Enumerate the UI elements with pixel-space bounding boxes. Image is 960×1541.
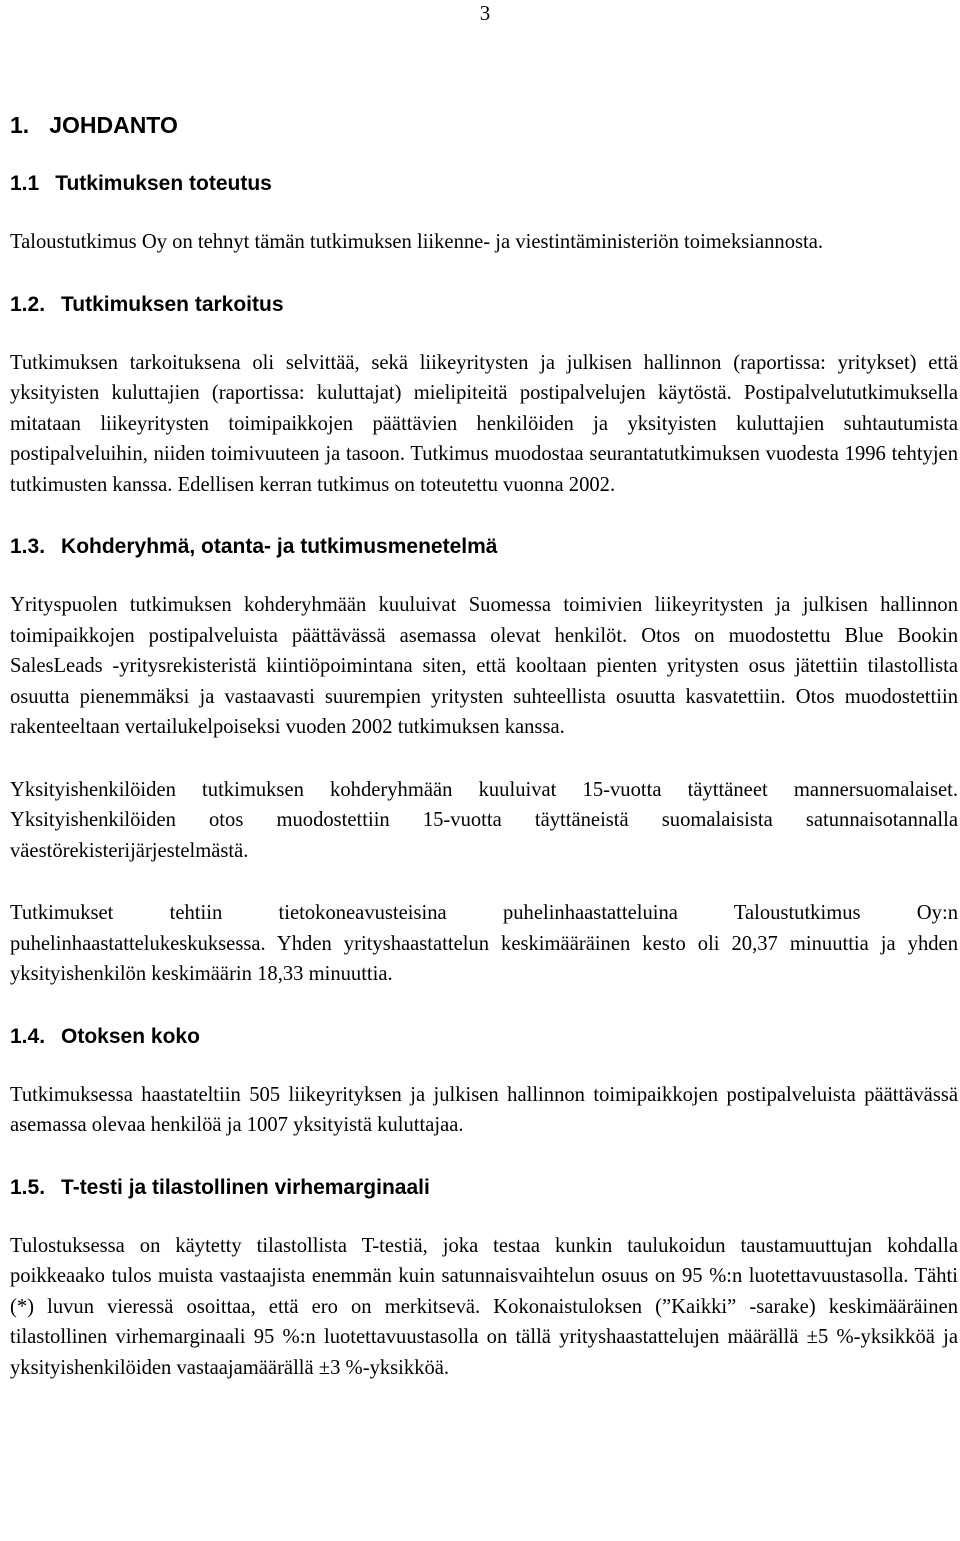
paragraph: Yksityishenkilöiden tutkimuksen kohderyhmään kuuluivat 15-vuotta täyttäneet mannersuomalaiset. Yksityishenkilöiden otos muodostettiin 15-vuotta täyttäneistä suomalaisista satunnaisotannalla väestörekisterijärjestelmästä. [10, 778, 958, 862]
document-body [10, 107, 958, 1415]
section-tutkimuksen-toteutus [10, 169, 958, 258]
main-heading-title: JOHDANTO [49, 112, 178, 138]
page-number: 3 [479, 1, 491, 25]
section-kohderyhma [10, 532, 958, 990]
section-number: 1.4. [10, 1024, 46, 1048]
section-heading [10, 169, 958, 199]
section-heading [10, 532, 958, 562]
paragraph: Tutkimuksessa haastateltiin 505 liikeyrityksen ja julkisen hallinnon toimipaikkojen postipalveluista päättävässä asemassa olevaa henkilöä ja 1007 yksityistä kuluttajaa. [10, 1083, 958, 1136]
section-title: Tutkimuksen tarkoitus [61, 292, 284, 316]
section-heading [10, 290, 958, 320]
section-otoksen-koko [10, 1022, 958, 1141]
main-heading [10, 107, 958, 143]
section-title: T-testi ja tilastollinen virhemarginaali [61, 1175, 430, 1199]
paragraph: Yrityspuolen tutkimuksen kohderyhmään kuuluivat Suomessa toimivien liikeyritysten ja julkisen hallinnon toimipaikkojen postipalveluista päättävässä asemassa olevat henkilöt. Otos on muodostettu Blue Bookin SalesLeads -yritysrekisteristä kiintiöpoimintana siten, että kooltaan pienten yritysten osus jätettiin tilastollista osuutta pienemmäksi ja vastaavasti suurempien yritysten suhteellista osuutta kasvatettiin. Otos muodostettiin rakenteeltaan vertailukelpoiseksi vuoden 2002 tutkimuksen kanssa. [10, 594, 958, 738]
paragraph: Tulostuksessa on käytetty tilastollista T-testiä, joka testaa kunkin taulukoidun taustamuuttujan kohdalla poikkeaako tulos muista vastaajista enemmän kuin satunnaisvaihtelun osuus on 95 %:n luotettavuustasolla. Tähti (*) luvun vieressä osoittaa, että ero on merkitsevä. Kokonaistuloksen (”Kaikki” -sarake) keskimääräinen tilastollinen virhemarginaali 95 %:n luotettavuustasolla on tällä yrityshaastattelujen määrällä ±5 %-yksikköä ja yksityishenkilöiden vastaajamäärällä ±3 %-yksikköä. [10, 1234, 958, 1379]
paragraph: Tutkimuksen tarkoituksena oli selvittää, sekä liikeyritysten ja julkisen hallinnon (raportissa: yritykset) että yksityisten kuluttajien (raportissa: kuluttajat) mielipiteitä postipalvelujen käytöstä. Postipalvelututkimuksella mitataan liikeyritysten toimipaikkojen päättävien henkilöiden ja yksityisten kuluttajien suhtautumista postipalveluihin, niiden toimivuuteen ja tasoon. Tutkimus muodostaa seurantatutkimuksen vuodesta 1996 tehtyjen tutkimusten kanssa. Edellisen kerran tutkimus on toteutettu vuonna 2002. [10, 351, 958, 496]
section-tutkimuksen-tarkoitus [10, 290, 958, 501]
section-title: Otoksen koko [61, 1024, 200, 1048]
section-heading [10, 1173, 958, 1203]
section-title: Tutkimuksen toteutus [55, 172, 272, 195]
section-number: 1.3. [10, 535, 46, 558]
section-number: 1.2. [10, 292, 46, 316]
paragraph: Taloustutkimus Oy on tehnyt tämän tutkimuksen liikenne- ja viestintäministeriön toimeksiannosta. [10, 231, 824, 253]
section-t-testi [10, 1173, 958, 1384]
paragraph: Tutkimukset tehtiin tietokoneavusteisina puhelinhaastatteluina Taloustutkimus Oy:n puhelinhaastattelukeskuksessa. Yhden yrityshaastattelun keskimääräinen kesto oli 20,37 minuuttia ja yhden yksityishenkilön keskimäärin 18,33 minuuttia. [10, 902, 958, 985]
section-title: Kohderyhmä, otanta- ja tutkimusmenetelmä [61, 535, 498, 558]
main-heading-number: 1. [10, 112, 30, 138]
section-number: 1.5. [10, 1175, 46, 1199]
section-number: 1.1 [10, 172, 40, 195]
section-heading [10, 1022, 958, 1052]
